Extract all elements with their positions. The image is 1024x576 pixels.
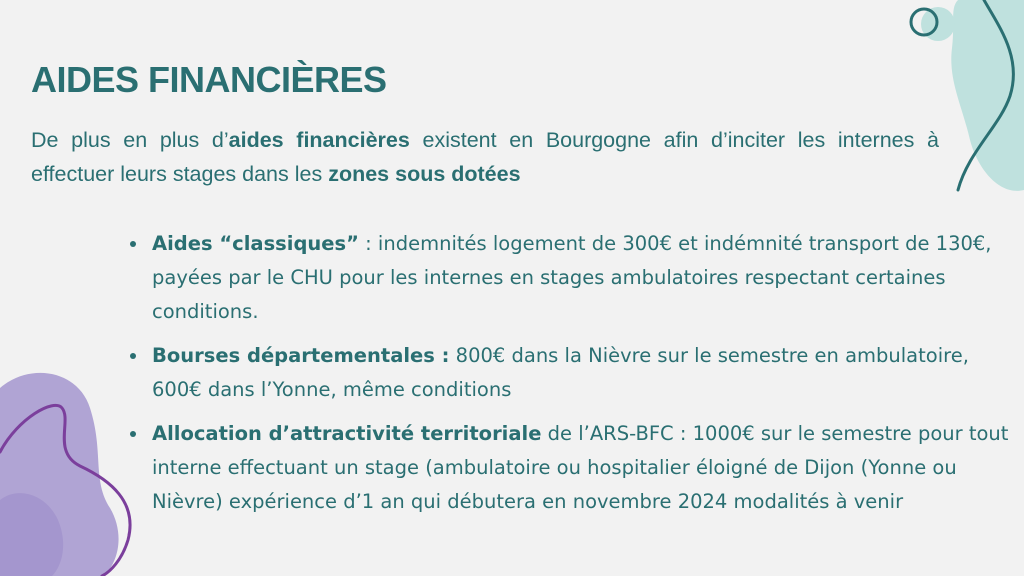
aid-list [152, 227, 1018, 529]
bullet-dot-icon [130, 431, 136, 437]
slide-title: AIDES FINANCIÈRES [31, 59, 387, 100]
aid-item-text: : indemnités logement de 300€ et indémnité transport de 130€, payées par le CHU pour les internes en stages ambulatoires respectant certaines conditions. [152, 232, 992, 323]
intro-paragraph [31, 123, 939, 191]
intro-text: De plus en plus d’ [31, 128, 229, 152]
aid-item-title: Aides “classiques” [152, 232, 359, 255]
bullet-dot-icon [130, 353, 136, 359]
aid-item-title: Bourses départementales : [152, 344, 450, 367]
purple-blob-decoration [0, 373, 130, 576]
intro-highlight: aides financières [228, 128, 410, 152]
intro-text: existent en Bourgogne afin d’inciter les internes à effectuer leurs stages dans les [31, 128, 939, 186]
bullet-dot-icon [130, 241, 136, 247]
aid-item-text: de l’ARS-BFC : 1000€ sur le semestre pour tout interne effectuant un stage (ambulatoire ou hospitalier éloigné de Dijon (Yonne ou Nièvre) expérience d’1 an qui débutera en novembre 2024 modalités à venir [152, 422, 1009, 513]
aid-item-title: Allocation d’attractivité territoriale [152, 422, 542, 445]
aid-item-allocation [152, 417, 1018, 519]
aid-item-text: 800€ dans la Nièvre sur le semestre en ambulatoire, 600€ dans l’Yonne, même conditions [152, 344, 969, 401]
aid-item-classiques [152, 227, 1018, 329]
intro-highlight: zones sous dotées [328, 162, 521, 186]
aid-item-bourses [152, 339, 1018, 407]
